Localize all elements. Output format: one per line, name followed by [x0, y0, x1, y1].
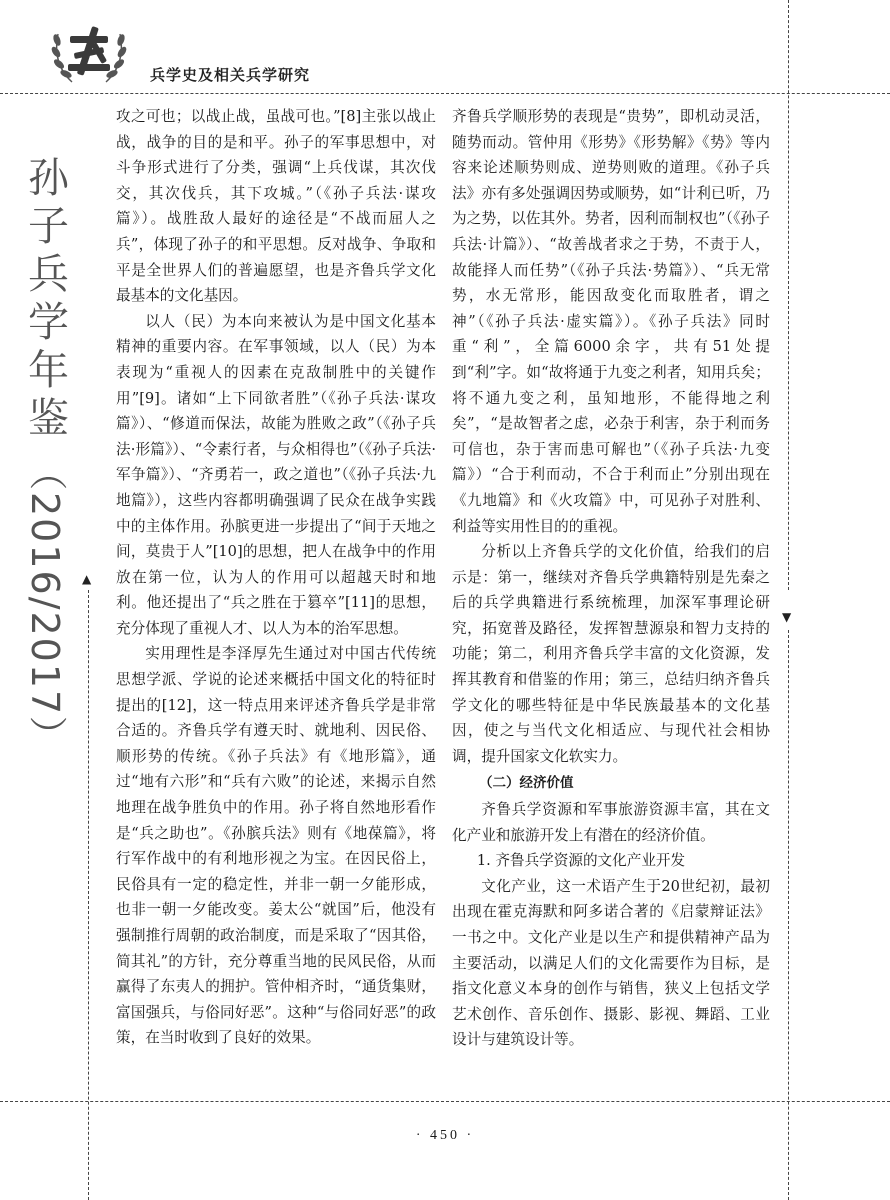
subsection-heading: 1. 齐鲁兵学资源的文化产业开发: [476, 852, 686, 870]
book-title: [21, 156, 69, 757]
book-title-text: 孙子兵学年鉴: [21, 156, 69, 444]
paragraph: 攻之可也；以战止战，虽战可也。”[8]主张以战止战，战争的目的是和平。孙子的军事思想中，对斗争形式进行了分类，强调“上兵伐谋，其次伐交，其次伐兵，其下攻城。”（《孙子兵法·谋攻篇》）。战胜敌人最好的途径是“不战而屈人之兵”，体现了孙子的和平思想。反对战争、争取和平是全世界人们的普遍愿望，也是齐鲁兵学文化最基本的文化基因。: [116, 108, 436, 305]
right-margin-line-upper: [788, 0, 789, 590]
right-column: [452, 104, 770, 1053]
paragraph: 分析以上齐鲁兵学的文化价值，给我们的启示是：第一，继续对齐鲁兵学典籍特别是先秦之后的兵学典籍进行系统梳理，加深军事理论研究，拓宽普及路径，发挥智慧源泉和智力支持的功能；第二，利用齐鲁兵学丰富的文化资源，发挥其教育和借鉴的作用；第三，总结归纳齐鲁兵学文化的哪些特征是中华民族最基本的文化基因，使之与当代文化相适应、与现代社会相协调，提升国家文化软实力。: [452, 543, 770, 765]
left-margin-line: [88, 590, 89, 1200]
page-number: · 450 ·: [415, 1128, 475, 1143]
footer-divider: [0, 1101, 890, 1102]
laurel-emblem-icon: [44, 12, 134, 92]
header-divider: [0, 93, 890, 94]
left-column: [116, 104, 436, 1051]
paragraph: 文化产业，这一术语产生于20世纪初，最初出现在霍克海默和阿多诺合著的《启蒙辩证法》一书之中。文化产业是以生产和提供精神产品为主要活动，以满足人们的文化需要作为目标，是指文化意义本身的创作与销售，狭义上包括文学艺术创作、音乐创作、摄影、影视、舞蹈、工业设计与建筑设计等。: [452, 877, 770, 1049]
section-header: 兵学史及相关兵学研究: [150, 66, 311, 84]
paragraph: 齐鲁兵学顺形势的表现是“贵势”，即机动灵活，随势而动。管仲用《形势》《形势解》《势》等内容来论述顺势则成、逆势则败的道理。《孙子兵法》亦有多处强调因势或顺势，如“计利已听，乃为之势，以佐其外。势者，因利而制权也”（《孙子兵法·计篇》）、“故善战者求之于势，不责于人，故能择人而任势”（《孙子兵法·势篇》）、“兵无常势，水无常形，能因敌变化而取胜者，谓之神”（《孙子兵法·虚实篇》）。《孙子兵法》同时重“利”，全篇6000余字，共有51处提到“利”字。如“故将通于九变之利者，知用兵矣；将不通九变之利，虽知地形，不能得地之利矣”，“是故智者之虑，必杂于利害，杂于利而务可信也，杂于害而患可解也”（《孙子兵法·九变篇》）“合于利而动，不合于利而止”分别出现在《九地篇》和《火攻篇》中，可见孙子对胜利、利益等实用性目的的重视。: [452, 108, 770, 535]
paragraph: 齐鲁兵学资源和军事旅游资源丰富，其在文化产业和旅游开发上有潜在的经济价值。: [452, 801, 770, 844]
right-margin-line-lower: [788, 630, 789, 1200]
arrow-down-icon: ▼: [782, 610, 792, 624]
paragraph: 以人（民）为本向来被认为是中国文化基本精神的重要内容。在军事领域，以人（民）为本表现为“重视人的因素在克敌制胜中的关键作用”[9]。诸如“上下同欲者胜”（《孙子兵法·谋攻篇》）、“修道而保法，故能为胜败之政”（《孙子兵法·形篇》）、“令素行者，与众相得也”（《孙子兵法·军争篇》）、“齐勇若一，政之道也”（《孙子兵法·九地篇》），这些内容都明确强调了民众在战争实践中的主体作用。孙膑更进一步提出了“间于天地之间，莫贵于人”[10]的思想，把人在战争中的作用放在第一位，认为人的作用可以超越天时和地利。他还提出了“兵之胜在于篡卒”[11]的思想，充分体现了重视人才、以人为本的治军思想。: [116, 312, 436, 637]
book-year: （2016/2017）: [23, 452, 67, 757]
section-subheading: （二）经济价值: [479, 775, 574, 792]
arrow-up-icon: ▲: [82, 572, 92, 586]
paragraph: 实用理性是李泽厚先生通过对中国古代传统思想学派、学说的论述来概括中国文化的特征时提出的[12]，这一特点用来评述齐鲁兵学是非常合适的。齐鲁兵学有遵天时、就地利、因民俗、顺形势的传统。《孙子兵法》有《地形篇》，通过“地有六形”和“兵有六败”的论述，来揭示自然地理在战争胜负中的作用。孙子将自然地形看作是“兵之助也”。《孙膑兵法》则有《地葆篇》，将行军作战中的有利地形视之为宝。在因民俗上，民俗具有一定的稳定性，并非一朝一夕能形成，也非一朝一夕能改变。姜太公“就国”后，他没有强制推行周朝的政治制度，而是采取了“因其俗，简其礼”的方针，充分尊重当地的民风民俗，从而赢得了东夷人的拥护。管仲相齐时，“通货集财，富国强兵，与俗同好恶”。这种“与俗同好恶”的政策，在当时收到了良好的效果。: [116, 645, 436, 1047]
